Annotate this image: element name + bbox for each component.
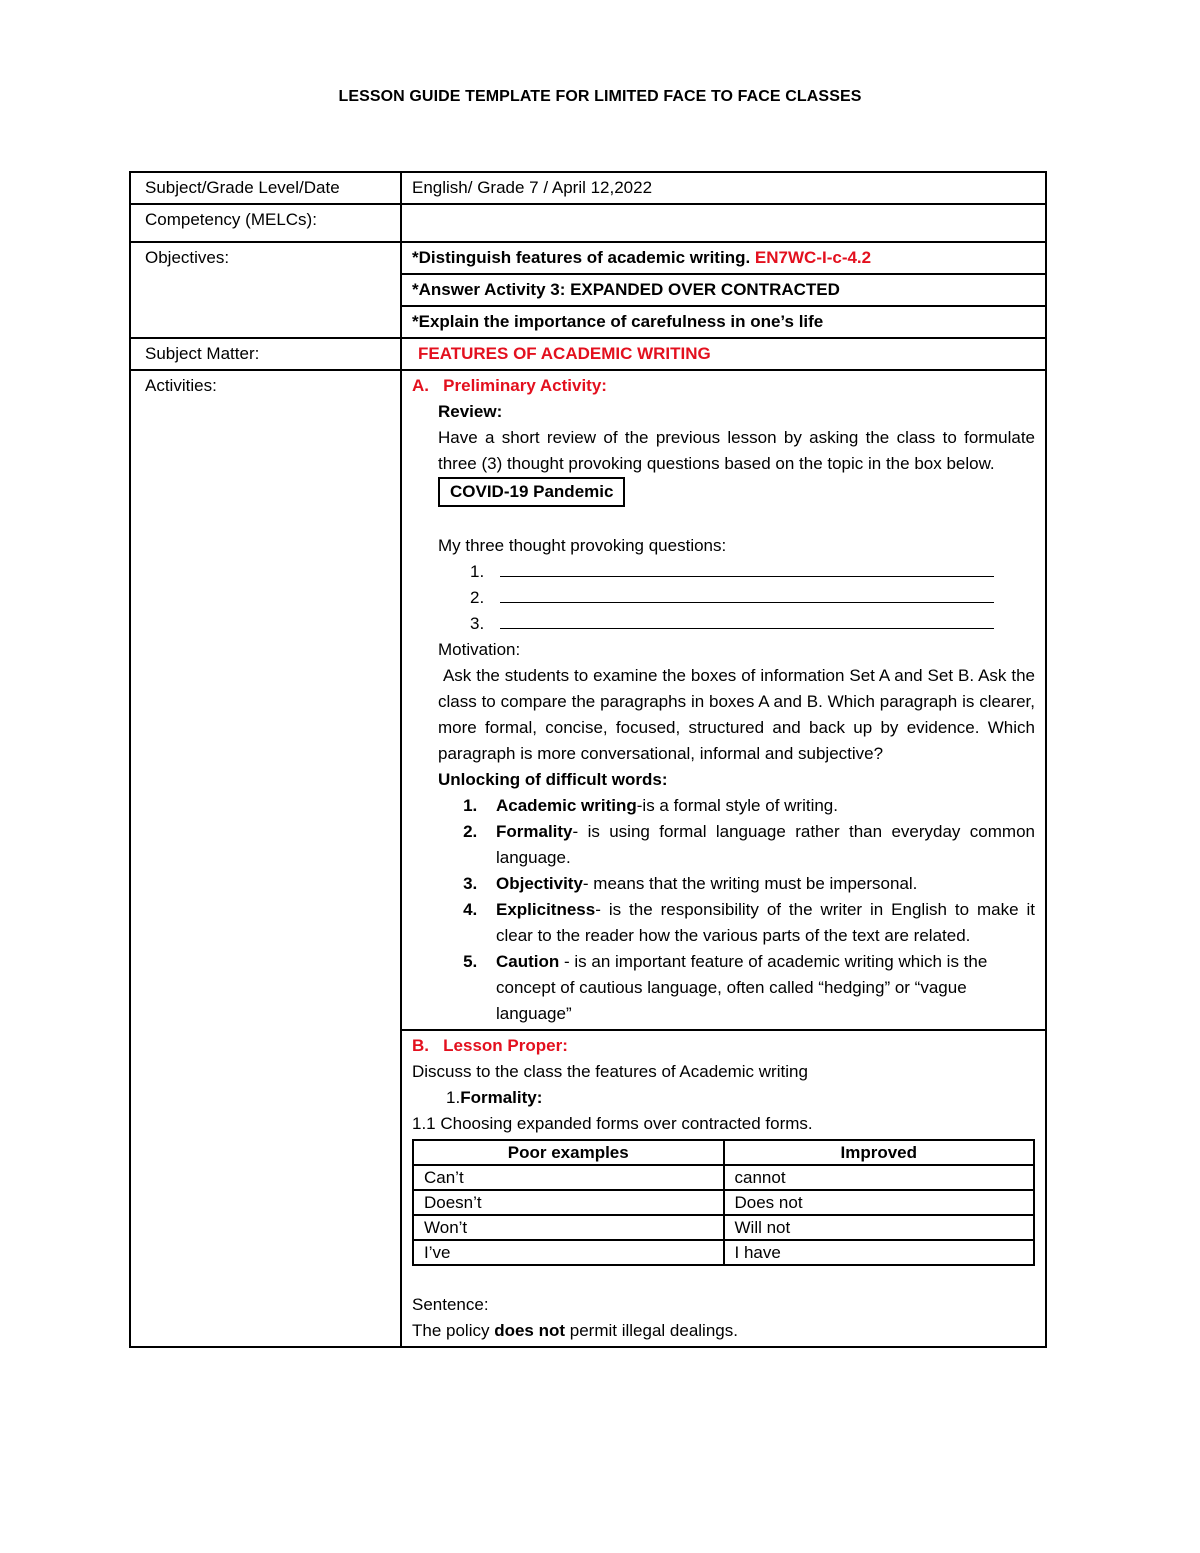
objective-3: *Explain the importance of carefulness in one’s life <box>401 306 1046 338</box>
review-heading: Review: <box>438 402 503 421</box>
sentence-example <box>412 1318 1035 1344</box>
word-term: Explicitness <box>496 900 596 919</box>
competency-label: Competency (MELCs): <box>130 204 401 242</box>
questions-list <box>412 559 1035 637</box>
subject-matter-label: Subject Matter: <box>130 338 401 370</box>
review-text: Have a short review of the previous lesson by asking the class to formulate three (3) thought provoking questions based on the topic in the box below. <box>438 428 1035 473</box>
sentence-bold: does not <box>494 1321 566 1340</box>
question-number: 3. <box>470 614 485 633</box>
objective-1 <box>401 242 1046 274</box>
preliminary-heading-text: Preliminary Activity: <box>443 376 607 395</box>
lesson-proper-letter: B. <box>412 1036 429 1055</box>
word-definition: -is a formal style of writing. <box>636 796 838 815</box>
objective-2: *Answer Activity 3: EXPANDED OVER CONTRACTED <box>401 274 1046 306</box>
sentence-post: permit illegal dealings. <box>565 1321 738 1340</box>
preliminary-heading <box>412 373 1035 399</box>
answer-blank <box>500 612 994 629</box>
word-term: Formality <box>496 822 573 841</box>
answer-blank <box>500 586 994 603</box>
question-line <box>470 611 1035 637</box>
preliminary-letter: A. <box>412 376 429 395</box>
sentence-pre: The policy <box>412 1321 495 1340</box>
word-item <box>482 949 1035 1027</box>
unlocking-heading: Unlocking of difficult words: <box>438 770 668 789</box>
row-objectives-1 <box>130 242 1046 274</box>
question-number: 1. <box>470 562 485 581</box>
table-row <box>413 1165 1034 1190</box>
word-definition: - is an important feature of academic writing which is the concept of cautious language, often called “hedging” or “vague language” <box>496 952 988 1023</box>
contractions-header-row <box>413 1140 1034 1165</box>
page-title: LESSON GUIDE TEMPLATE FOR LIMITED FACE TO FACE CLASSES <box>338 88 862 105</box>
word-term: Academic writing <box>496 796 637 815</box>
question-number: 2. <box>470 588 485 607</box>
objectives-label: Objectives: <box>130 242 401 338</box>
header-improved: Improved <box>724 1140 1035 1165</box>
sentence-label: Sentence: <box>412 1295 489 1314</box>
word-definition: - is using formal language rather than everyday common language. <box>496 822 1035 867</box>
improved-cell: Does not <box>724 1190 1035 1215</box>
objective-1-text: *Distinguish features of academic writing. <box>412 248 751 267</box>
contractions-table <box>412 1139 1035 1266</box>
objective-1-code: EN7WC-I-c-4.2 <box>754 248 872 267</box>
preliminary-activity-cell <box>401 370 1046 1030</box>
poor-example-cell: Doesn’t <box>413 1190 724 1215</box>
subject-matter-value: FEATURES OF ACADEMIC WRITING <box>401 338 1046 370</box>
formality-heading <box>446 1085 1035 1111</box>
lesson-proper-heading <box>412 1033 1035 1059</box>
motivation-text: Ask the students to examine the boxes of information Set A and Set B. Ask the class to compare the paragraphs in boxes A and B. Which paragraph is clearer, more formal, concise, focused, structured and back up by evidence. Which paragraph is more conversational, informal and subjective? <box>438 666 1040 763</box>
improved-cell: I have <box>724 1240 1035 1265</box>
difficult-words-list <box>412 793 1035 1027</box>
subject-grade-value: English/ Grade 7 / April 12,2022 <box>401 172 1046 204</box>
subject-grade-label: Subject/Grade Level/Date <box>130 172 401 204</box>
word-item <box>482 819 1035 871</box>
formality-number: 1. <box>446 1088 461 1107</box>
table-row <box>413 1215 1034 1240</box>
table-row <box>413 1190 1034 1215</box>
lesson-proper-cell <box>401 1030 1046 1347</box>
activities-label: Activities: <box>130 370 401 1347</box>
row-subject-grade <box>130 172 1046 204</box>
question-line <box>470 585 1035 611</box>
lesson-guide-table <box>129 171 1047 1348</box>
row-subject-matter <box>130 338 1046 370</box>
question-line <box>470 559 1035 585</box>
subpoint-text: 1.1 Choosing expanded forms over contracted forms. <box>412 1114 813 1133</box>
questions-label: My three thought provoking questions: <box>438 536 727 555</box>
word-item <box>482 793 1035 819</box>
word-definition: - is the responsibility of the writer in English to make it clear to the reader how the various parts of the text are related. <box>496 900 1035 945</box>
formality-text: Formality: <box>460 1088 543 1107</box>
poor-example-cell: I’ve <box>413 1240 724 1265</box>
word-item <box>482 871 1035 897</box>
topic-box: COVID-19 Pandemic <box>438 477 625 507</box>
row-activities <box>130 370 1046 1030</box>
motivation-heading: Motivation: <box>438 640 521 659</box>
poor-example-cell: Won’t <box>413 1215 724 1240</box>
word-definition: - means that the writing must be impersonal. <box>582 874 918 893</box>
discuss-text: Discuss to the class the features of Academic writing <box>412 1062 808 1081</box>
word-term: Objectivity <box>496 874 583 893</box>
header-poor-examples: Poor examples <box>413 1140 724 1165</box>
word-term: Caution <box>496 952 560 971</box>
answer-blank <box>500 560 994 577</box>
improved-cell: cannot <box>724 1165 1035 1190</box>
poor-example-cell: Can’t <box>413 1165 724 1190</box>
lesson-proper-heading-text: Lesson Proper: <box>443 1036 568 1055</box>
row-competency <box>130 204 1046 242</box>
competency-value <box>401 204 1046 242</box>
word-item <box>482 897 1035 949</box>
table-row <box>413 1240 1034 1265</box>
improved-cell: Will not <box>724 1215 1035 1240</box>
